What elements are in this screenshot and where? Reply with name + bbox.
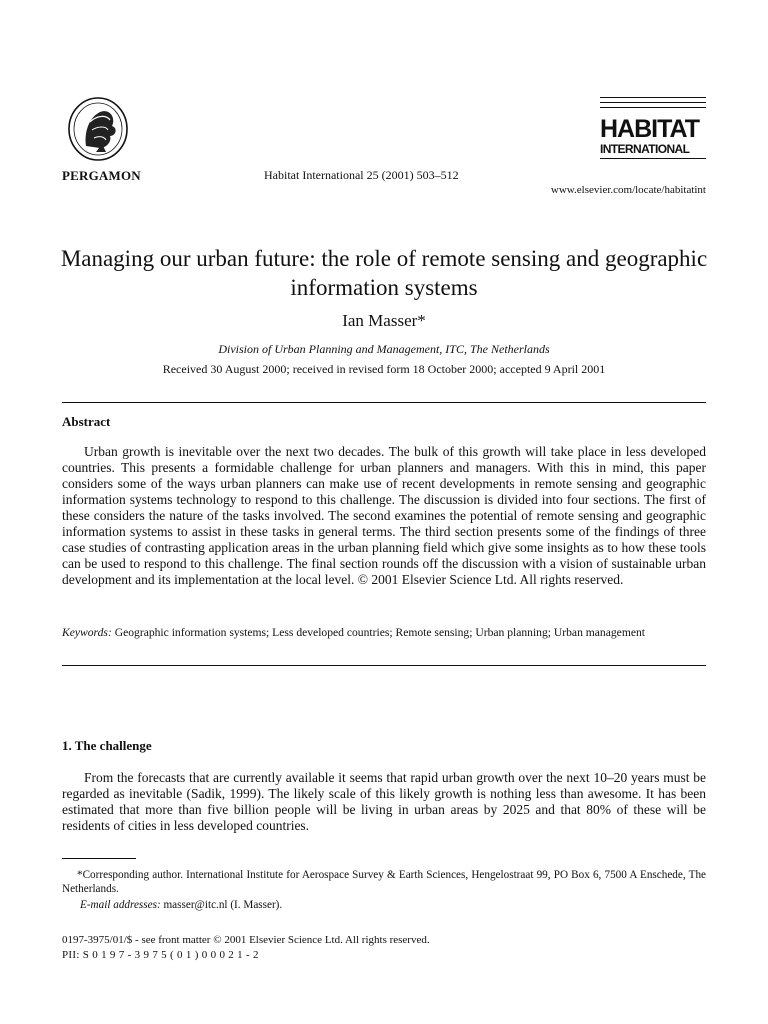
author-name: Ian Masser* (342, 311, 426, 330)
article-dates: Received 30 August 2000; received in revised form 18 October 2000; accepted 9 April 2001 (162, 362, 606, 376)
journal-logo-rule (600, 158, 706, 159)
journal-reference: Habitat International 25 (2001) 503–512 (264, 168, 459, 182)
journal-logo-rule (600, 107, 706, 108)
section-heading: 1. The challenge (62, 738, 152, 753)
keywords-label: Keywords: (62, 626, 112, 639)
journal-logo-rule (600, 102, 706, 103)
author-affiliation: Division of Urban Planning and Management, ITC, The Netherlands (218, 342, 550, 356)
publisher-name: PERGAMON (62, 168, 141, 183)
keywords-list: Geographic information systems; Less developed countries; Remote sensing; Urban planning; Urban management (114, 626, 646, 639)
pii-identifier: PII: S 0 1 9 7 - 3 9 7 5 ( 0 1 ) 0 0 0 2 1 - 2 (62, 949, 259, 961)
corresponding-author-footnote: *Corresponding author. International Institute for Aerospace Survey & Earth Sciences, Hengelostraat 99, PO Box 6, 7500 A Enschede, The Netherlands. (62, 869, 706, 895)
journal-logo-subtitle: INTERNATIONAL (600, 142, 690, 156)
journal-logo-title: HABITAT (600, 115, 699, 143)
footnote-rule (62, 858, 136, 859)
elsevier-tree-logo-icon (66, 96, 130, 166)
keywords (62, 625, 706, 640)
email-label: E-mail addresses: (80, 899, 161, 911)
article-title: Managing our urban future: the role of remote sensing and geographic information systems (60, 246, 708, 300)
front-matter-copyright: 0197-3975/01/$ - see front matter © 2001 Elsevier Science Ltd. All rights reserved. (62, 934, 430, 946)
section-body-text: From the forecasts that are currently available it seems that rapid urban growth over the next 10–20 years must be regarded as inevitable (Sadik, 1999). The likely scale of this likely growth is nothing less than awesome. It has been estimated that more than five billion people will be living in urban areas by 2025 and that 80% of these will be residents of cities in less developed countries. (62, 770, 706, 833)
abstract-bottom-rule (62, 665, 706, 666)
journal-website-link[interactable]: www.elsevier.com/locate/habitatint (550, 184, 706, 196)
abstract-top-rule (62, 402, 706, 403)
email-footnote (62, 898, 724, 912)
abstract-text: Urban growth is inevitable over the next two decades. The bulk of this growth will take place in less developed countries. This presents a formidable challenge for urban planners and managers. With this in mind, this paper considers some of the ways urban planners can make use of recent developments in remote sensing and geographic information systems technology to respond to this challenge. The discussion is divided into four sections. The first of these considers the nature of the tasks involved. The second examines the potential of remote sensing and geographic information systems to assist in these tasks in general terms. The third section presents some of the findings of three case studies of contrasting application areas in the urban planning field which give some insights as to how these tools can be used to respond to this challenge. The final section rounds off the discussion with a vision of sustainable urban development and its implementation at the local level. © 2001 Elsevier Science Ltd. All rights reserved. (62, 444, 706, 587)
email-address[interactable]: masser@itc.nl (I. Masser). (160, 899, 283, 911)
abstract-heading: Abstract (62, 414, 111, 429)
journal-logo-rule (600, 97, 706, 98)
